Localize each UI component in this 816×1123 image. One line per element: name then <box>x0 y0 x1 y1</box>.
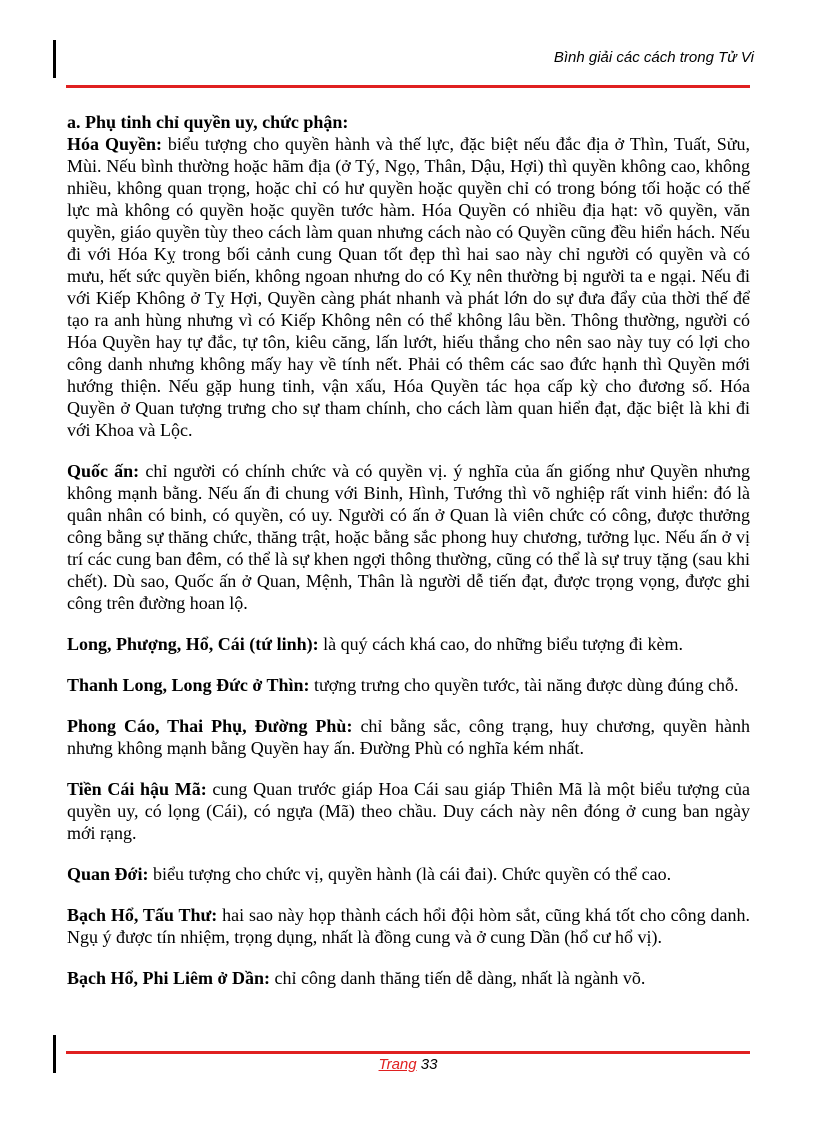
entry-text: biểu tượng cho chức vị, quyền hành (là cái đai). Chức quyền có thể cao. <box>148 864 672 884</box>
entry-term: Bạch Hổ, Phi Liêm ở Dần: <box>67 968 270 988</box>
entry-paragraph <box>67 967 750 989</box>
page-number <box>0 1056 816 1073</box>
entry-paragraph <box>67 460 750 614</box>
entry-paragraph <box>67 778 750 844</box>
entry-paragraph <box>67 715 750 759</box>
entry-text: chỉ người có chính chức và có quyền vị. ý nghĩa của ấn giống như Quyền nhưng không mạnh bằng. Nếu ấn đi chung với Binh, Hình, Tướng thì võ nghiệp rất vinh hiển: đó là quân nhân có binh, có quyền, có uy. Người có ấn ở Quan là viên chức có công, được thưởng công bằng sự thăng chức, thăng trật, hoặc bằng sắc phong huy chương, tưởng lục. Nếu ấn ở vị trí các cung ban đêm, có thể là sự khen ngợi thông thường, cũng có thể là sự truy tặng (sau khi chết). Dù sao, Quốc ấn ở Quan, Mệnh, Thân là người dễ tiến đạt, được trọng vọng, được ghi công trên đường hoan lộ. <box>67 461 750 613</box>
entry-term: Thanh Long, Long Đức ở Thìn: <box>67 675 310 695</box>
entry-text: cung Quan trước giáp Hoa Cái sau giáp Thiên Mã là một biểu tượng của quyền uy, có lọng (Cái), có ngựa (Mã) theo chầu. Duy cách này nên đóng ở cung ban ngày mới rạng. <box>67 779 751 843</box>
entry-text: hai sao này họp thành cách hổi đội hòm sắt, cũng khá tốt cho công danh. Ngụ ý được tín nhiệm, trọng dụng, nhất là đồng cung và ở cung Dần (hổ cư hổ vị). <box>67 905 750 947</box>
entry-text: là quý cách khá cao, do những biểu tượng đi kèm. <box>318 634 684 654</box>
entry-term: Phong Cáo, Thai Phụ, Đường Phù: <box>67 716 353 736</box>
section-heading: a. Phụ tinh chỉ quyền uy, chức phận: <box>67 112 349 132</box>
entry-term: Quan Đới: <box>67 864 149 884</box>
entry-paragraph <box>67 904 750 948</box>
entry-paragraph <box>67 863 750 885</box>
entry-term: Long, Phượng, Hổ, Cái (tứ linh): <box>67 634 319 654</box>
entry-paragraph <box>67 674 750 696</box>
entry-text: tượng trưng cho quyền tước, tài năng được dùng đúng chỗ. <box>309 675 739 695</box>
body-text <box>67 111 750 1008</box>
page-label-link[interactable]: Trang <box>378 1056 417 1073</box>
entry-term: Tiền Cái hậu Mã: <box>67 779 207 799</box>
header-margin-bar <box>53 40 56 78</box>
entry-text: biểu tượng cho quyền hành và thế lực, đặc biệt nếu đắc địa ở Thìn, Tuất, Sửu, Mùi. Nếu bình thường hoặc hãm địa (ở Tý, Ngọ, Thân, Dậu, Hợi) thì quyền không cao, không nhiều, không quan trọng, hoặc chỉ có hư quyền hoặc quyền chỉ có trong bóng tối hoặc có thế lực mà không có quyền hoặc quyền tước hàm. Hóa Quyền có nhiều địa hạt: võ quyền, văn quyền, giáo quyền tùy theo cách làm quan nhưng cách nào có Quyền cũng đều hiển hách. Nếu đi với Hóa Kỵ trong bối cảnh cung Quan tốt đẹp thì hai sao này chỉ người có quyền và có mưu, hết sức quyền biến, không ngoan nhưng do có Kỵ nên thường bị người ta e ngại. Nếu đi với Kiếp Không ở Tỵ Hợi, Quyền càng phát nhanh và phát lớn do sự đưa đẩy của thời thế để tạo ra anh hùng nhưng vì có Kiếp Không nên có thể không lâu bền. Thông thường, người có Hóa Quyền hay tự đắc, tự tôn, kiêu căng, lấn lướt, hiếu thắng cho nên sao này tuy có lợi cho công danh nhưng không mấy hay về tính nết. Phải có thêm các sao đức hạnh thì Quyền mới hướng thiện. Nếu gặp hung tinh, vận xấu, Hóa Quyền tác họa cấp kỳ cho đương số. Hóa Quyền ở Quan tượng trưng cho sự tham chính, cho cách làm quan hiển đạt, đặc biệt là khi đi với Khoa và Lộc. <box>67 134 750 440</box>
header-divider <box>66 85 750 88</box>
entry-text: chỉ bằng sắc, công trạng, huy chương, quyền hành nhưng không mạnh bằng Quyền hay ấn. Đường Phù có nghĩa kém nhất. <box>67 716 751 758</box>
footer-divider <box>66 1051 750 1054</box>
running-header-title: Bình giải các cách trong Tử Vi <box>553 49 754 66</box>
entry-text: chỉ công danh thăng tiến dễ dàng, nhất là ngành võ. <box>269 968 646 988</box>
entry-term: Bạch Hổ, Tấu Thư: <box>67 905 218 925</box>
entry-paragraph <box>67 133 750 441</box>
entry-term: Hóa Quyền: <box>67 134 162 154</box>
page-number-value: 33 <box>420 1056 438 1073</box>
entry-term: Quốc ấn: <box>67 461 140 481</box>
entry-paragraph <box>67 633 750 655</box>
